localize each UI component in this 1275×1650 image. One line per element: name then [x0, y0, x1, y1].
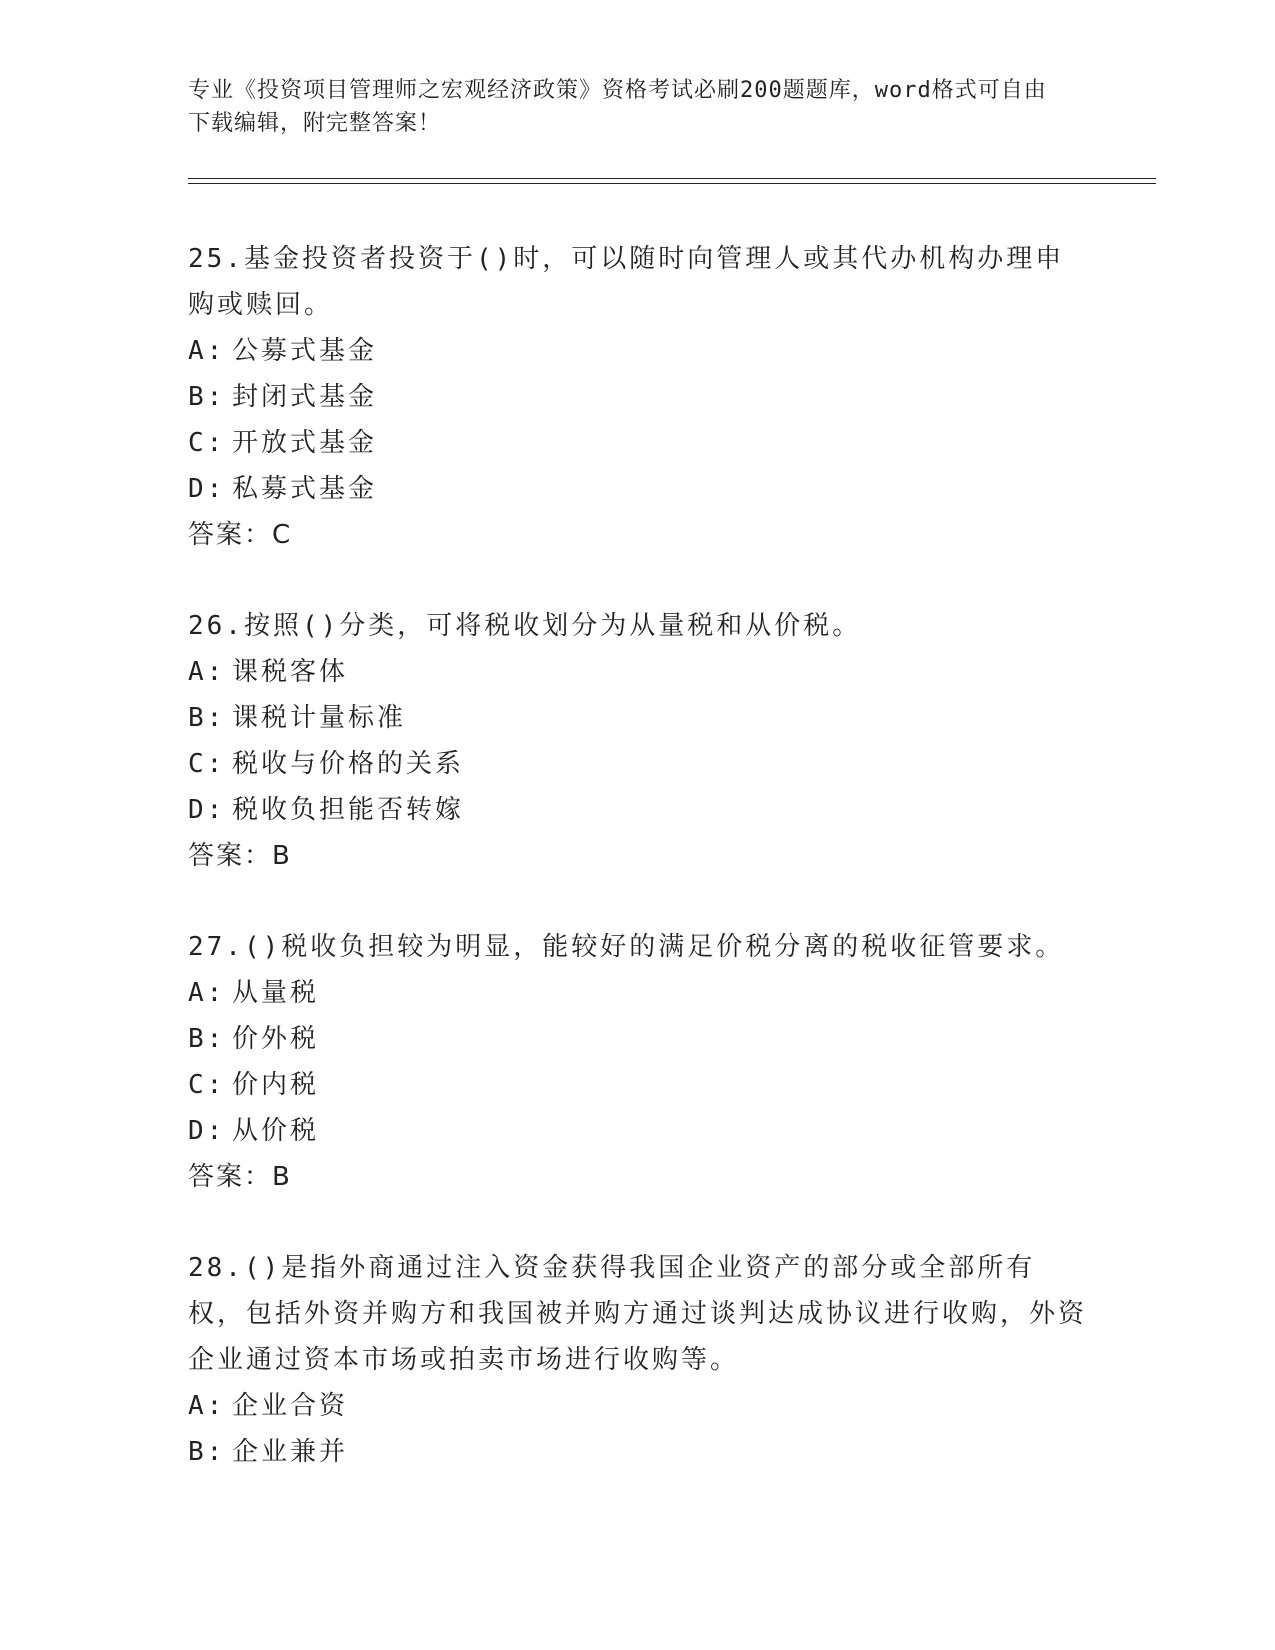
option-d — [188, 466, 1088, 512]
option-a — [188, 1383, 1088, 1429]
question-stem: 27.()税收负担较为明显，能较好的满足价税分离的税收征管要求。 — [188, 932, 1065, 962]
answer-line: 答案：B — [188, 841, 292, 871]
option-text: 封闭式基金 — [232, 382, 378, 412]
option-letter: D: — [188, 795, 226, 825]
option-text: 开放式基金 — [232, 428, 378, 458]
option-letter: A: — [188, 657, 226, 687]
option-text: 公募式基金 — [232, 336, 378, 366]
option-a — [188, 649, 1088, 695]
option-letter: B: — [188, 703, 226, 733]
answer-line: 答案：C — [188, 520, 293, 550]
option-letter: C: — [188, 1070, 226, 1100]
option-letter: D: — [188, 1116, 226, 1146]
option-text: 企业兼并 — [232, 1437, 349, 1467]
option-text: 从量税 — [232, 978, 320, 1008]
header-divider-top — [188, 178, 1156, 179]
question-25 — [188, 236, 1088, 558]
option-c — [188, 741, 1088, 787]
option-letter: B: — [188, 382, 226, 412]
option-b — [188, 1016, 1088, 1062]
question-list — [188, 236, 1088, 1520]
option-c — [188, 420, 1088, 466]
option-letter: B: — [188, 1437, 226, 1467]
question-stem: 28.()是指外商通过注入资金获得我国企业资产的部分或全部所有权，包括外资并购方和我国被并购方通过谈判达成协议进行收购，外资企业通过资本市场或拍卖市场进行收购等。 — [188, 1253, 1088, 1375]
question-27 — [188, 924, 1088, 1200]
option-letter: A: — [188, 1391, 226, 1421]
option-letter: C: — [188, 749, 226, 779]
option-b — [188, 1429, 1088, 1475]
option-text: 税收与价格的关系 — [232, 749, 465, 779]
header-divider-bottom — [188, 183, 1156, 184]
option-letter: D: — [188, 474, 226, 504]
option-letter: A: — [188, 978, 226, 1008]
question-stem: 26.按照()分类，可将税收划分为从量税和从价税。 — [188, 611, 862, 641]
option-b — [188, 695, 1088, 741]
document-header: 专业《投资项目管理师之宏观经济政策》资格考试必刷200题题库，word格式可自由下载编辑，附完整答案！ — [188, 78, 1047, 136]
question-26 — [188, 603, 1088, 879]
option-letter: A: — [188, 336, 226, 366]
option-text: 从价税 — [232, 1116, 320, 1146]
option-text: 课税计量标准 — [232, 703, 407, 733]
option-text: 税收负担能否转嫁 — [232, 795, 465, 825]
option-letter: C: — [188, 428, 226, 458]
option-a — [188, 970, 1088, 1016]
option-b — [188, 374, 1088, 420]
option-c — [188, 1062, 1088, 1108]
option-text: 价外税 — [232, 1024, 320, 1054]
answer-line: 答案：B — [188, 1162, 292, 1192]
option-text: 私募式基金 — [232, 474, 378, 504]
option-text: 课税客体 — [232, 657, 349, 687]
option-text: 企业合资 — [232, 1391, 349, 1421]
question-stem: 25.基金投资者投资于()时，可以随时向管理人或其代办机构办理申购或赎回。 — [188, 244, 1065, 320]
option-d — [188, 1108, 1088, 1154]
option-text: 价内税 — [232, 1070, 320, 1100]
option-d — [188, 787, 1088, 833]
option-a — [188, 328, 1088, 374]
option-letter: B: — [188, 1024, 226, 1054]
question-28 — [188, 1245, 1088, 1475]
